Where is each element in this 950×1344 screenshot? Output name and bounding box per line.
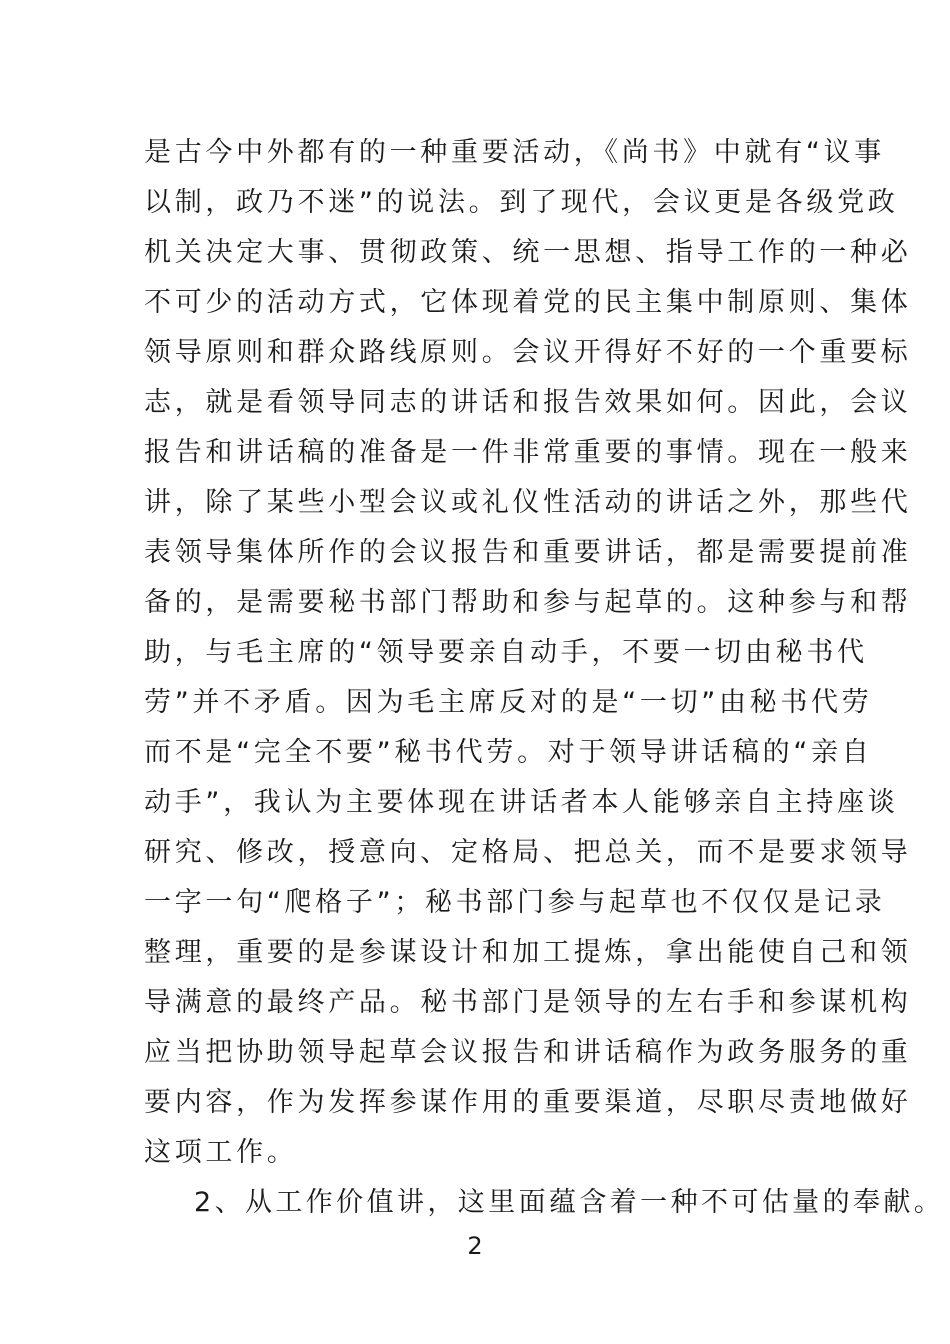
text-line: 整理，重要的是参谋设计和加工提炼，拿出能使自己和领	[144, 937, 912, 968]
text-line: 劳”并不矛盾。因为毛主席反对的是“一切”由秘书代劳	[144, 687, 873, 718]
text-line: 表领导集体所作的会议报告和重要讲话，都是需要提前准	[144, 537, 912, 568]
text-line: 志，就是看领导同志的讲话和报告效果如何。因此，会议	[144, 387, 912, 418]
page-number: 2	[467, 1232, 483, 1260]
text-line: 动手”，我认为主要体现在讲话者本人能够亲自主持座谈	[144, 787, 899, 818]
text-line: 而不是“完全不要”秘书代劳。对于领导讲话稿的“亲自	[144, 737, 873, 768]
text-line: 导满意的最终产品。秘书部门是领导的左右手和参谋机构	[144, 987, 912, 1018]
text-line: 以制，政乃不迷”的说法。到了现代，会议更是各级党政	[144, 187, 899, 218]
text-line: 这项工作。	[144, 1137, 298, 1168]
text-line: 一字一句“爬格子”；秘书部门参与起草也不仅仅是记录	[144, 887, 886, 918]
text-line: 研究、修改，授意向、定格局、把总关，而不是要求领导	[144, 837, 912, 868]
text-line: 助，与毛主席的“领导要亲自动手，不要一切由秘书代	[144, 637, 868, 668]
text-line: 是古今中外都有的一种重要活动，《尚书》中就有“议事	[144, 137, 885, 168]
paragraph-start-line: 2、从工作价值讲，这里面蕴含着一种不可估量的奉献。	[194, 1187, 945, 1218]
text-line: 要内容，作为发挥参谋作用的重要渠道，尽职尽责地做好	[144, 1087, 912, 1118]
text-line: 领导原则和群众路线原则。会议开得好不好的一个重要标	[144, 337, 912, 368]
text-line: 讲，除了某些小型会议或礼仪性活动的讲话之外，那些代	[144, 487, 912, 518]
text-line: 备的，是需要秘书部门帮助和参与起草的。这种参与和帮	[144, 587, 912, 618]
text-line: 报告和讲话稿的准备是一件非常重要的事情。现在一般来	[144, 437, 912, 468]
text-line: 不可少的活动方式，它体现着党的民主集中制原则、集体	[144, 287, 912, 318]
text-line: 应当把协助领导起草会议报告和讲话稿作为政务服务的重	[144, 1037, 912, 1068]
text-line: 机关决定大事、贯彻政策、统一思想、指导工作的一种必	[144, 237, 912, 268]
body-text	[144, 128, 945, 1228]
